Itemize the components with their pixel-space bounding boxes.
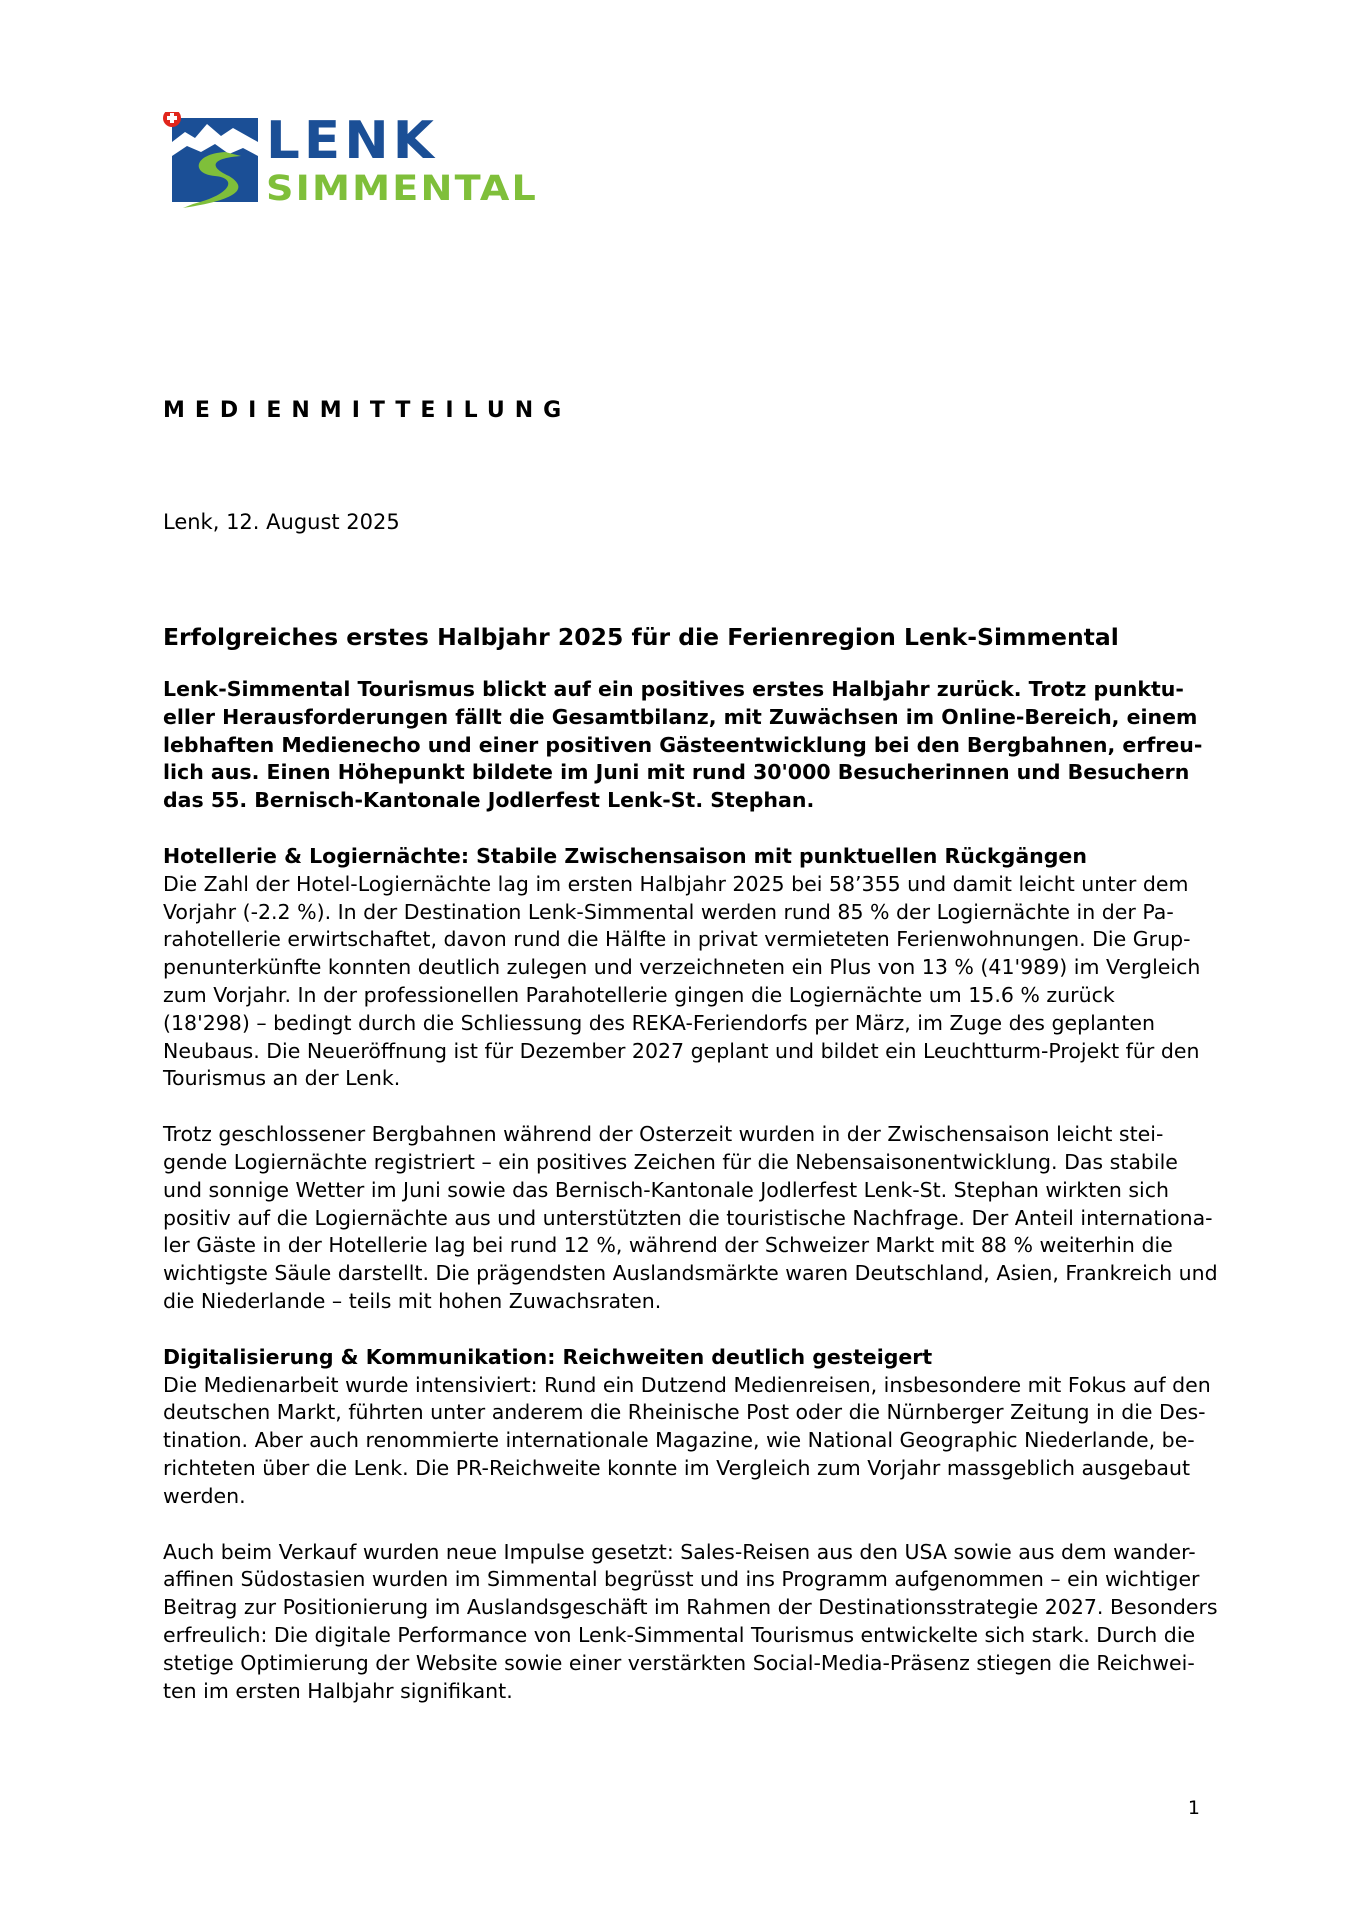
text-line: Neubaus. Die Neueröffnung ist für Dezember 2027 geplant und bildet ein Leuchtturm-Projekt für den [163,1038,1200,1063]
document-kicker: MEDIENMITTEILUNG [163,398,572,423]
text-line: erfreulich: Die digitale Performance von Lenk-Simmental Tourismus entwickelte sich stark. Durch die [163,1622,1196,1647]
logo-text-lenk: LENK [266,112,438,171]
text-line: Lenk-Simmental Tourismus blickt auf ein positives erstes Halbjahr zurück. Trotz punktu- [163,677,1184,701]
text-line: lebhaften Medienecho und einer positiven Gästeentwicklung bei den Bergbahnen, erfreu- [163,732,1203,757]
text-line: penunterkünfte konnten deutlich zulegen und verzeichneten ein Plus von 13 % (41'989) im Vergleich [163,955,1201,980]
paragraph [163,1121,1218,1316]
text-line: eller Herausforderungen fällt die Gesamtbilanz, mit Zuwächsen im Online-Bereich, einem [163,704,1198,729]
text-line: das 55. Bernisch-Kantonale Jodlerfest Lenk-St. Stephan. [163,788,815,813]
text-line: tination. Aber auch renommierte internationale Magazine, wie National Geographic Niederlande, be- [163,1428,1195,1453]
text-line: gende Logiernächte registriert – ein positives Zeichen für die Nebensaisonentwicklung. Das stabile [163,1149,1178,1174]
text-line: die Niederlande – teils mit hohen Zuwachsraten. [163,1288,662,1313]
text-line: ten im ersten Halbjahr signifikant. [163,1678,513,1703]
text-line: Auch beim Verkauf wurden neue Impulse gesetzt: Sales-Reisen aus den USA sowie aus dem wander- [163,1539,1196,1564]
section-heading: Digitalisierung & Kommunikation: Reichweiten deutlich gesteigert [163,1344,933,1369]
dateline: Lenk, 12. August 2025 [163,510,400,534]
section-hotellerie [163,843,1218,1316]
text-line: stetige Optimierung der Website sowie einer verstärkten Social-Media-Präsenz stiegen die Reichwei- [163,1650,1195,1675]
text-line: Tourismus an der Lenk. [163,1066,401,1091]
text-line: zum Vorjahr. In der professionellen Parahotellerie gingen die Logiernächte um 15.6 % zurück [163,982,1115,1007]
document-body [163,676,1218,1733]
page-number: 1 [1187,1797,1200,1819]
text-line: werden. [163,1483,246,1508]
text-line: ler Gäste in der Hotellerie lag bei rund 12 %, während der Schweizer Markt mit 88 % weiterhin die [163,1233,1173,1258]
text-line: Vorjahr (-2.2 %). In der Destination Lenk-Simmental werden rund 85 % der Logiernächte in der Pa- [163,899,1174,924]
lenk-simmental-logo [163,112,543,217]
paragraph [163,1372,1211,1511]
text-line: rahotellerie erwirtschaftet, davon rund die Hälfte in privat vermieteten Ferienwohnungen. Die Grup- [163,927,1191,952]
paragraph [163,1539,1218,1706]
logo-graphic [163,112,543,217]
text-line: lich aus. Einen Höhepunkt bildete im Juni mit rund 30'000 Besucherinnen und Besuchern [163,760,1190,785]
section-heading: Hotellerie & Logiernächte: Stabile Zwischensaison mit punktuellen Rückgängen [163,843,1087,868]
logo-text-simmental: SIMMENTAL [266,169,538,209]
lead-paragraph [163,676,1203,815]
text-line: (18'298) – bedingt durch die Schliessung des REKA-Feriendorfs per März, im Zuge des geplanten [163,1010,1156,1035]
text-line: richteten über die Lenk. Die PR-Reichweite konnte im Vergleich zum Vorjahr massgeblich ausgebaut [163,1455,1191,1480]
headline: Erfolgreiches erstes Halbjahr 2025 für die Ferienregion Lenk-Simmental [163,623,1119,651]
text-line: und sonnige Wetter im Juni sowie das Bernisch-Kantonale Jodlerfest Lenk-St. Stephan wirkten sich [163,1177,1169,1202]
text-line: deutschen Markt, führten unter anderem die Rheinische Post oder die Nürnberger Zeitung in die Des- [163,1400,1206,1425]
paragraph [163,871,1203,1093]
text-line: positiv auf die Logiernächte aus und unterstützten die touristische Nachfrage. Der Anteil internationa- [163,1205,1213,1230]
text-line: Trotz geschlossener Bergbahnen während der Osterzeit wurden in der Zwischensaison leicht stei- [163,1122,1164,1147]
text-line: wichtigste Säule darstellt. Die prägendsten Auslandsmärkte waren Deutschland, Asien, Frankreich und [163,1261,1218,1286]
text-line: Die Medienarbeit wurde intensiviert: Rund ein Dutzend Medienreisen, insbesondere mit Fokus auf den [163,1372,1211,1397]
text-line: Die Zahl der Hotel-Logiernächte lag im ersten Halbjahr 2025 bei 58’355 und damit leicht unter dem [163,871,1189,896]
text-line: affinen Südostasien wurden im Simmental begrüsst und ins Programm aufgenommen – ein wichtiger [163,1567,1200,1592]
section-digitalisierung [163,1344,1218,1706]
text-line: Beitrag zur Positionierung im Auslandsgeschäft im Rahmen der Destinationsstrategie 2027. Besonders [163,1595,1218,1620]
